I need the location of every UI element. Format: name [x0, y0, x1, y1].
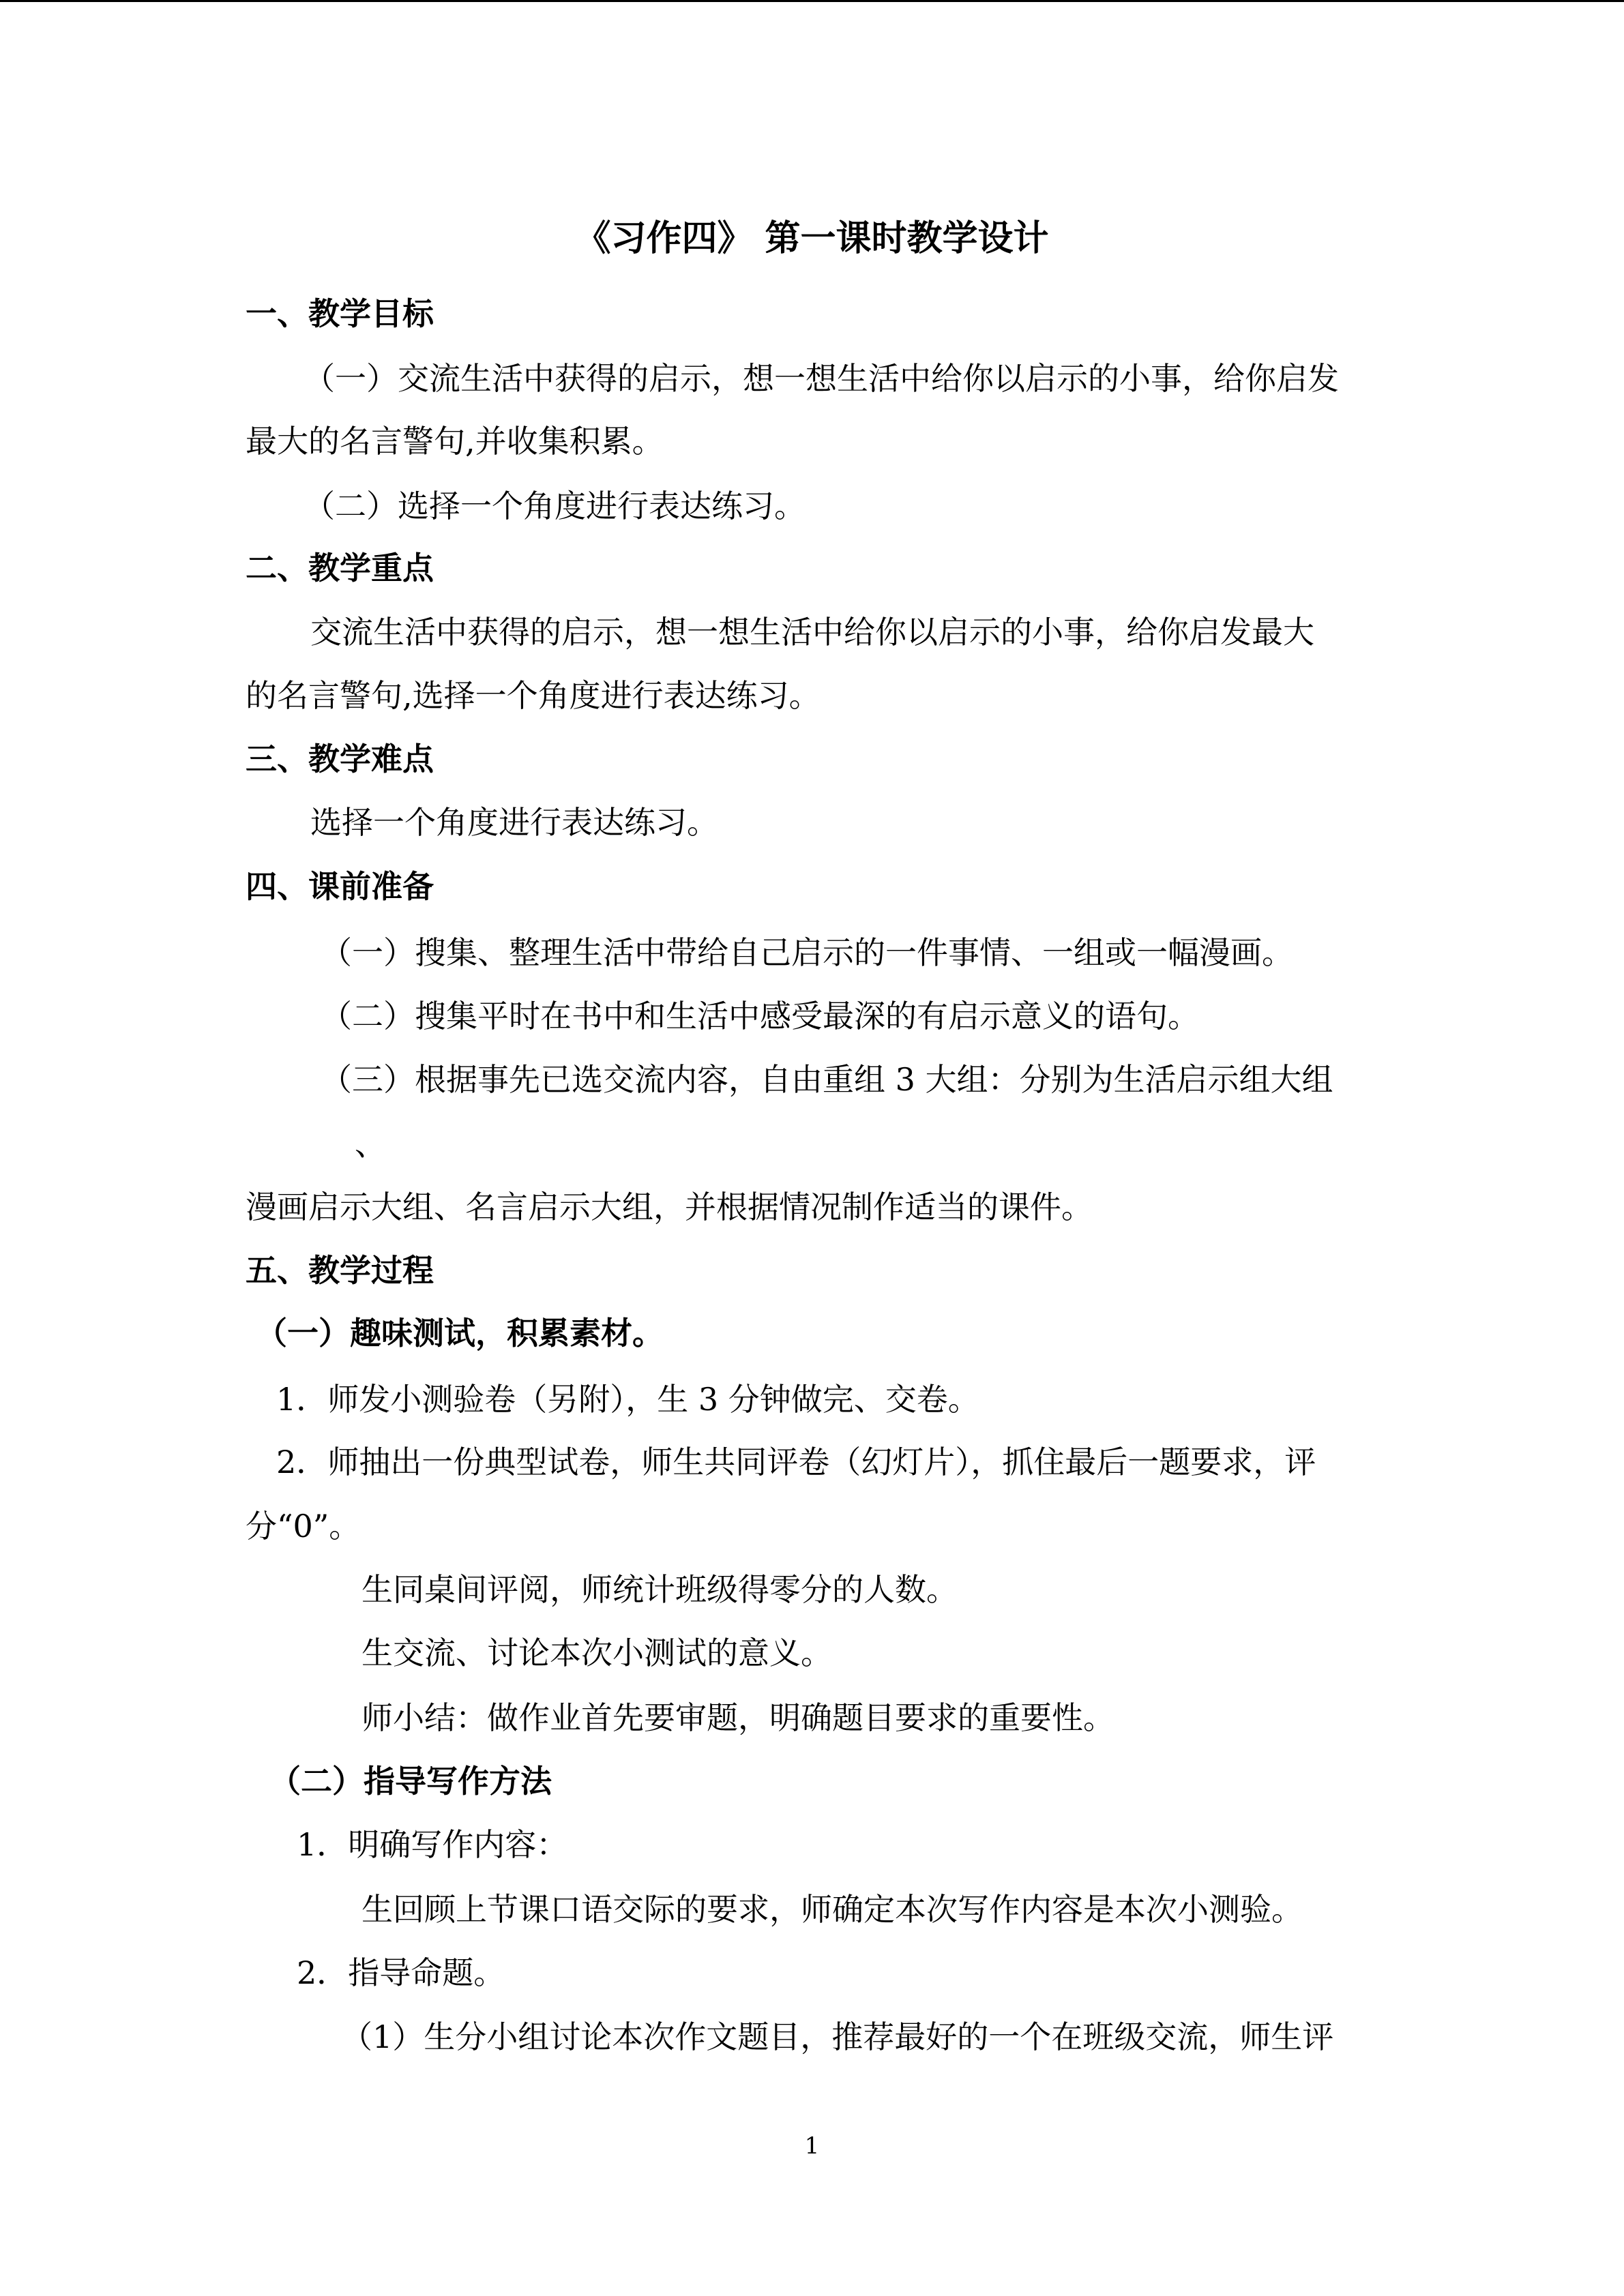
goal-1-line-1: （一）交流生活中获得的启示，想一想生活中给你以启示的小事，给你启发 [304, 360, 1339, 397]
subsection-heading-fun-test: （一）趣味测试，积累素材。 [256, 1315, 664, 1352]
writing-step-2: 2．指导命题。 [297, 1954, 505, 1991]
difficulty-text: 选择一个角度进行表达练习。 [310, 804, 718, 841]
process-note-2: 生交流、讨论本次小测试的意义。 [361, 1635, 832, 1671]
process-note-1: 生同桌间评阅，师统计班级得零分的人数。 [361, 1571, 958, 1608]
section-heading-process: 五、教学过程 [246, 1252, 434, 1289]
preparation-3-line-1: （三）根据事先已选交流内容，自由重组 3 大组：分别为生活启示组大组 [321, 1061, 1333, 1098]
preparation-3-line-2: 漫画启示大组、名言启示大组，并根据情况制作适当的课件。 [246, 1189, 1093, 1225]
process-step-2-line-2: 分“0”。 [246, 1508, 361, 1545]
section-heading-preparation: 四、课前准备 [246, 868, 434, 905]
page-number: 1 [804, 2132, 820, 2160]
preparation-3-mark: 、 [355, 1126, 386, 1163]
goal-1-line-2: 最大的名言警句,并收集积累。 [246, 423, 664, 460]
writing-step-1: 1．明确写作内容： [297, 1826, 568, 1863]
key-points-line-1: 交流生活中获得的启示，想一想生活中给你以启示的小事，给你启发最大 [310, 614, 1314, 651]
section-heading-difficulties: 三、教学难点 [246, 741, 434, 777]
section-heading-teaching-goals: 一、教学目标 [246, 295, 434, 332]
goal-2: （二）选择一个角度进行表达练习。 [304, 488, 806, 524]
writing-step-2-sub-1: （1）生分小组讨论本次作文题目，推荐最好的一个在班级交流，师生评 [341, 2018, 1334, 2055]
key-points-line-2: 的名言警句,选择一个角度进行表达练习。 [246, 677, 821, 714]
process-step-1: 1．师发小测验卷（另附），生 3 分钟做完、交卷。 [276, 1381, 979, 1418]
writing-step-1-note: 生回顾上节课口语交际的要求，师确定本次写作内容是本次小测验。 [361, 1891, 1303, 1928]
top-border-rule [0, 0, 1624, 2]
process-step-2-line-1: 2．师抽出一份典型试卷，师生共同评卷（幻灯片），抓住最后一题要求，评 [276, 1444, 1316, 1480]
subsection-heading-writing-method: （二）指导写作方法 [269, 1763, 552, 1800]
preparation-1: （一）搜集、整理生活中带给自己启示的一件事情、一组或一幅漫画。 [321, 934, 1293, 971]
section-heading-key-points: 二、教学重点 [246, 550, 434, 586]
process-note-3: 师小结：做作业首先要审题，明确题目要求的重要性。 [361, 1699, 1114, 1736]
preparation-2: （二）搜集平时在书中和生活中感受最深的有启示意义的语句。 [321, 998, 1199, 1034]
document-title: 《习作四》 第一课时教学设计 [575, 218, 1049, 259]
